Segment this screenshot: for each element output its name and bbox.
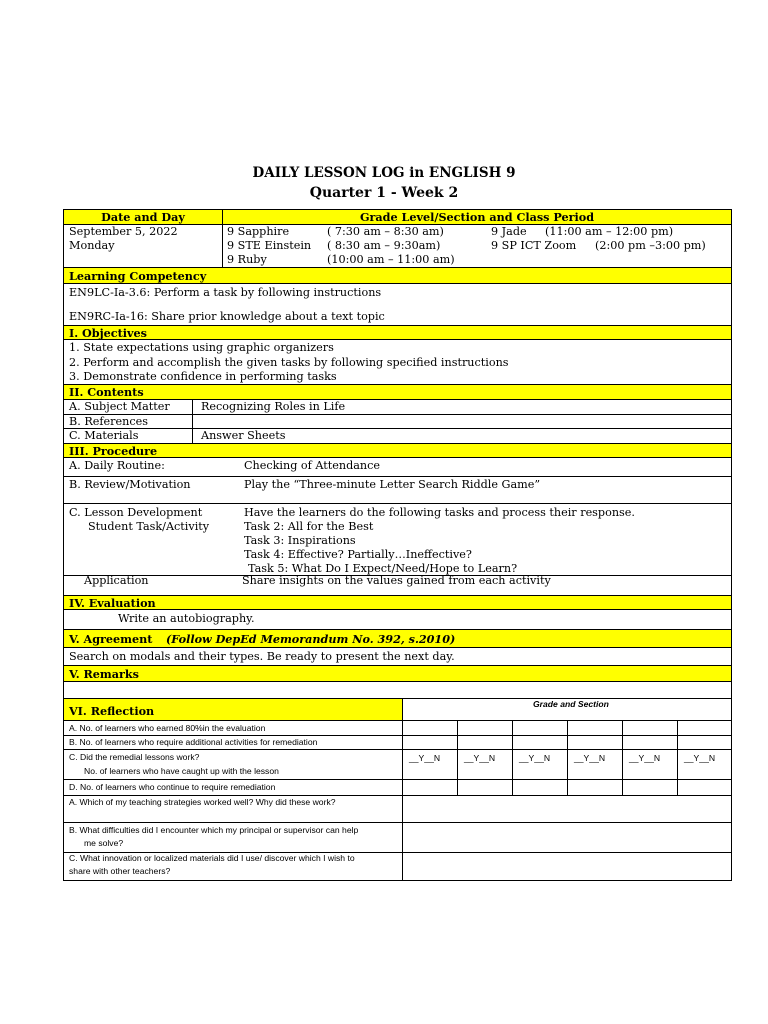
contents-row	[64, 415, 731, 429]
reflection-row-a	[64, 721, 731, 736]
reflection-row-d	[64, 780, 731, 796]
contents-label: A. Subject Matter	[69, 400, 170, 413]
objectives-heading: I. Objectives	[69, 326, 147, 340]
procedure-value: Share insights on the values gained from each activity	[242, 574, 551, 587]
agreement-row	[64, 648, 731, 666]
procedure-label: C. Lesson Development	[69, 506, 203, 519]
contents-value: Answer Sheets	[201, 429, 286, 442]
reflection-row-b	[64, 736, 731, 750]
header-row	[64, 210, 731, 225]
reflection-label: D. No. of learners who continue to require remediation	[69, 782, 276, 792]
evaluation-heading: IV. Evaluation	[69, 596, 156, 610]
procedure-label: B. Review/Motivation	[69, 478, 191, 491]
grade-column-header: Grade Level/Section and Class Period	[222, 210, 731, 224]
reflection-question-b	[64, 823, 731, 853]
reflection-question: B. What difficulties did I encounter which my principal or supervisor can help	[69, 825, 359, 835]
objectives-heading-row	[64, 326, 731, 340]
procedure-value: Have the learners do the following tasks and process their response.	[244, 506, 635, 519]
procedure-heading: III. Procedure	[69, 444, 158, 458]
procedure-label: Student Task/Activity	[88, 520, 210, 533]
reflection-heading: VI. Reflection	[69, 704, 155, 718]
section-time: (11:00 am – 12:00 pm)	[545, 225, 674, 238]
yes-no-field[interactable]: __Y__N	[684, 753, 716, 763]
date-cell	[64, 225, 222, 267]
competency-item: EN9LC-Ia-3.6: Perform a task by following instructions	[69, 286, 382, 299]
procedure-routine-row	[64, 458, 731, 477]
reflection-question: me solve?	[84, 838, 124, 848]
reflection-label: C. Did the remedial lessons work?	[69, 752, 200, 762]
contents-row	[64, 400, 731, 415]
evaluation-row	[64, 610, 731, 630]
document-title: DAILY LESSON LOG in ENGLISH 9	[252, 165, 516, 181]
competency-item: EN9RC-Ia-16: Share prior knowledge about a text topic	[69, 310, 385, 323]
objective-item: 1. State expectations using graphic organizers	[69, 341, 334, 354]
agreement-heading-row	[64, 630, 731, 648]
answer-cell[interactable]	[402, 823, 731, 852]
procedure-value: Checking of Attendance	[244, 459, 380, 472]
yes-no-field[interactable]: __Y__N	[409, 753, 441, 763]
contents-label: C. Materials	[69, 429, 139, 442]
objectives-row	[64, 340, 731, 385]
yes-no-field[interactable]: __Y__N	[464, 753, 496, 763]
section-name: 9 SP ICT Zoom	[491, 239, 577, 252]
section-name: 9 Jade	[491, 225, 527, 238]
reflection-label: No. of learners who have caught up with the lesson	[84, 766, 279, 776]
procedure-review-row	[64, 477, 731, 504]
lesson-log-table	[63, 209, 732, 881]
procedure-application-spacer	[64, 576, 731, 596]
evaluation-text: Write an autobiography.	[118, 612, 255, 625]
remarks-heading: V. Remarks	[69, 667, 139, 681]
task-item: Task 3: Inspirations	[244, 534, 356, 547]
contents-label: B. References	[69, 415, 148, 428]
task-item: Task 2: All for the Best	[244, 520, 374, 533]
reflection-question: A. Which of my teaching strategies worked well? Why did these work?	[69, 797, 336, 807]
section-time: (10:00 am – 11:00 am)	[327, 253, 455, 266]
task-item: Task 4: Effective? Partially…Ineffective?	[244, 548, 472, 561]
reflection-label: B. No. of learners who require additional activities for remediation	[69, 737, 318, 747]
answer-cell[interactable]	[402, 796, 731, 822]
contents-row	[64, 429, 731, 444]
procedure-value: Play the “Three-minute Letter Search Riddle Game”	[244, 478, 541, 491]
objective-item: 2. Perform and accomplish the given tasks by following specified instructions	[69, 356, 509, 369]
remarks-heading-row	[64, 666, 731, 682]
section-name: 9 STE Einstein	[227, 239, 312, 252]
document-subtitle: Quarter 1 - Week 2	[309, 185, 459, 201]
section-time: (2:00 pm –3:00 pm)	[595, 239, 706, 252]
reflection-row-c	[64, 750, 731, 780]
yes-no-field[interactable]: __Y__N	[574, 753, 606, 763]
section-time: ( 7:30 am – 8:30 am)	[327, 225, 444, 238]
reflection-label: A. No. of learners who earned 80%in the evaluation	[69, 723, 266, 733]
competency-heading-row	[64, 268, 731, 284]
procedure-development-row	[64, 504, 731, 587]
competency-heading: Learning Competency	[69, 269, 207, 283]
section-name: 9 Ruby	[227, 253, 267, 266]
schedule-cell	[222, 225, 731, 267]
answer-cell[interactable]	[402, 853, 731, 880]
yes-no-field[interactable]: __Y__N	[629, 753, 661, 763]
agreement-heading: V. Agreement	[69, 632, 153, 646]
contents-heading-row	[64, 385, 731, 400]
procedure-label: A. Daily Routine:	[69, 459, 165, 472]
agreement-memo: (Follow DepEd Memorandum No. 392, s.2010)	[166, 632, 456, 646]
day-text: Monday	[69, 239, 115, 252]
reflection-question-c	[64, 853, 731, 880]
grade-section-label: Grade and Section	[533, 699, 609, 709]
contents-value: Recognizing Roles in Life	[201, 400, 346, 413]
agreement-text: Search on modals and their types. Be ready to present the next day.	[69, 650, 455, 663]
schedule-row	[64, 225, 731, 268]
reflection-question-a	[64, 796, 731, 823]
objective-item: 3. Demonstrate confidence in performing tasks	[69, 370, 337, 383]
reflection-question: share with other teachers?	[69, 866, 171, 876]
reflection-question: C. What innovation or localized materials did I use/ discover which I wish to	[69, 853, 355, 863]
task-item: Task 5: What Do I Expect/Need/Hope to Learn?	[248, 562, 518, 575]
procedure-heading-row	[64, 444, 731, 458]
reflection-heading-row	[64, 699, 731, 721]
date-text: September 5, 2022	[69, 225, 178, 238]
procedure-label: Application	[84, 574, 149, 587]
section-name: 9 Sapphire	[227, 225, 290, 238]
remarks-row	[64, 682, 731, 699]
yes-no-field[interactable]: __Y__N	[519, 753, 551, 763]
date-column-header: Date and Day	[101, 210, 185, 224]
evaluation-heading-row	[64, 596, 731, 610]
competency-row	[64, 284, 731, 326]
section-time: ( 8:30 am – 9:30am)	[327, 239, 441, 252]
contents-heading: II. Contents	[69, 385, 144, 399]
